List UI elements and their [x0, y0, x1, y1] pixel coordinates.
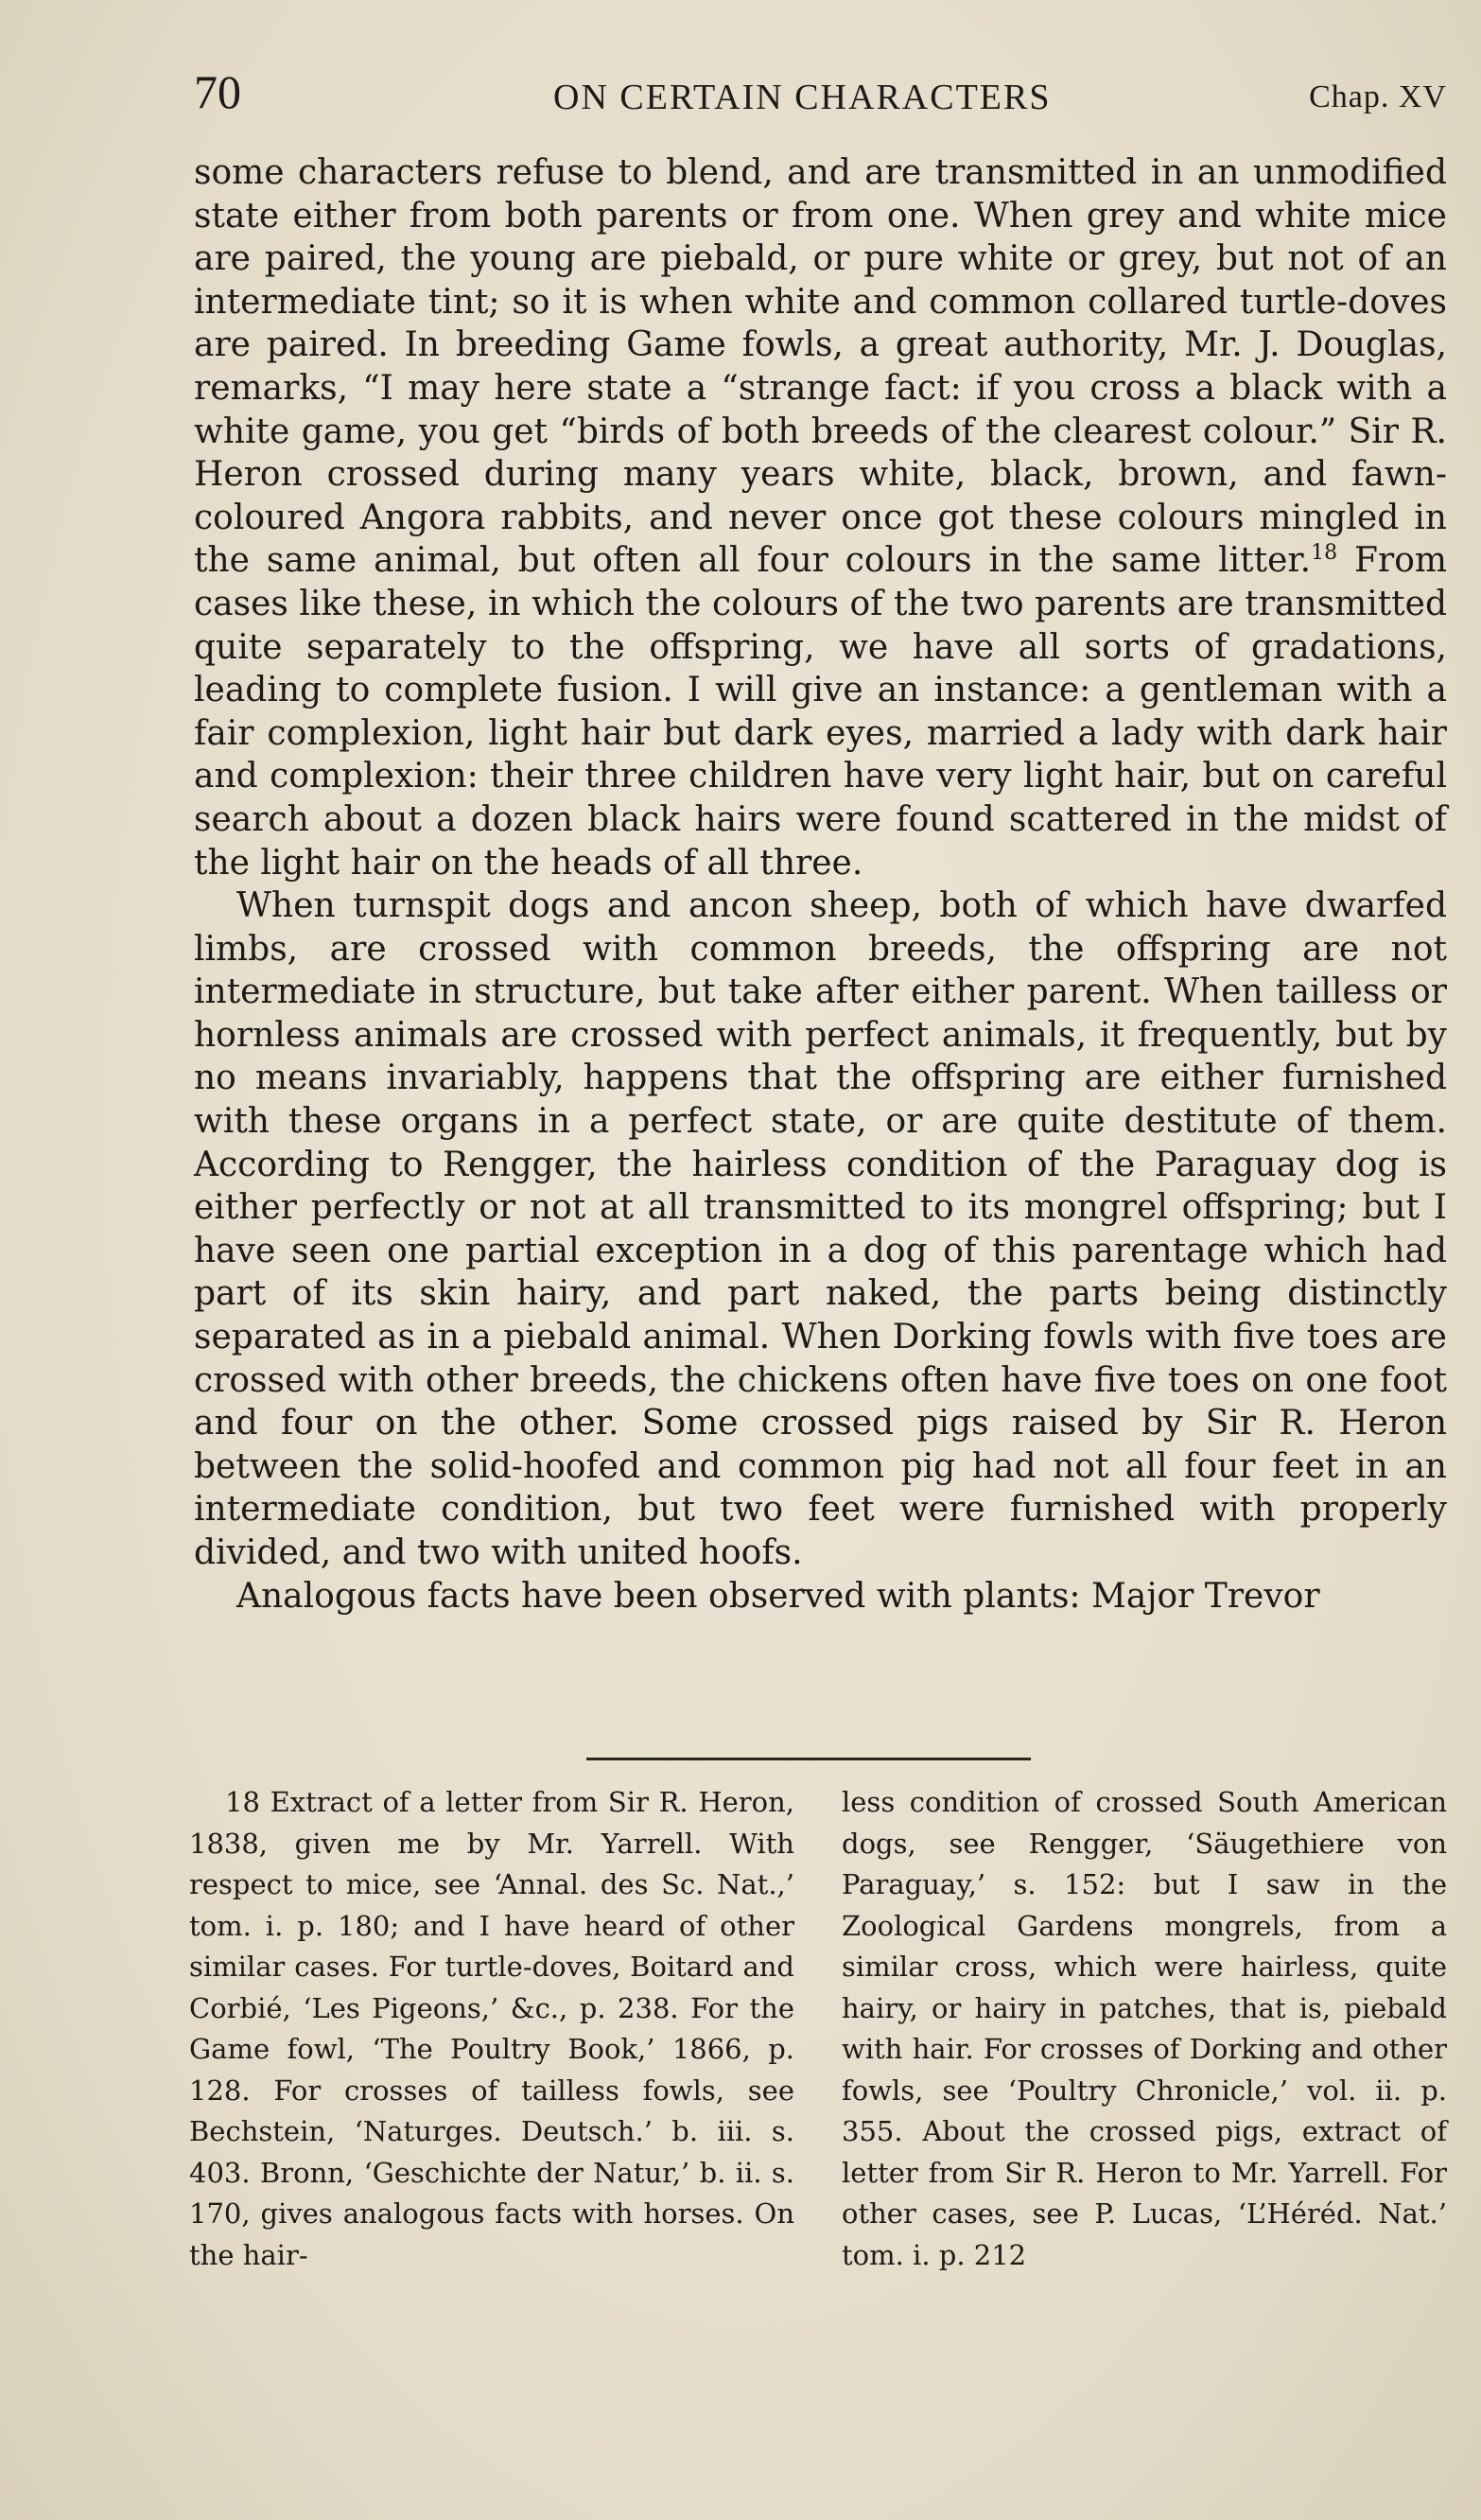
footnote-column-left — [189, 1782, 794, 2276]
paragraph-1 — [194, 151, 1447, 884]
running-head: ON CERTAIN CHARACTERS — [553, 78, 1052, 117]
footnote-text-left: 18 Extract of a letter from Sir R. Heron, 1838, given me by Mr. Yarrell. With respect to mice, see ‘Annal. des Sc. Nat.,’ tom. i. p. 180; and I have heard of other similar cases. For turtle-doves, Boitard and Corbié, ‘Les Pigeons,’ &c., p. 238. For the Game fowl, ‘The Poultry Book,’ 1866, p. 128. For crosses of tailless fowls, see Bechstein, ‘Naturges. Deutsch.’ b. iii. s. 403. Bronn, ‘Geschichte der Natur,’ b. ii. s. 170, gives analogous facts with horses. On the hair- — [189, 1786, 794, 2271]
paragraph-3: Analogous facts have been observed with plants: Major Trevor — [236, 1576, 1320, 1616]
footnote-column-right — [842, 1782, 1447, 2276]
footnote-text-right: less condition of crossed South American dogs, see Rengger, ‘Säugethiere von Paraguay,’ s. 152: but I saw in the Zoological Gardens mongrels, from a similar cross, which were hairless, quite hairy, or hairy in patches, that is, piebald with hair. For crosses of Dorking and other fowls, see ‘Poultry Chronicle,’ vol. ii. p. 355. About the crossed pigs, extract of letter from Sir R. Heron to Mr. Yarrell. For other cases, see P. Lucas, ‘L’Héréd. Nat.’ tom. i. p. 212 — [842, 1786, 1447, 2271]
paragraph-1-part-b: From cases like these, in which the colours of the two parents are transmitted quite separately to the offspring, we have all sorts of gradations, leading to complete fusion. I will give an instance: a gentleman with a fair complexion, light hair but dark eyes, married a lady with dark hair and complexion: their three children have very light hair, but on careful search about a dozen black hairs were found scattered in the midst of the light hair on the heads of all three. — [194, 541, 1447, 883]
main-text — [194, 151, 1447, 1618]
page-number: 70 — [194, 65, 241, 118]
footnote-divider — [586, 1758, 1031, 1760]
paragraph-2: When turnspit dogs and ancon sheep, both of which have dwarfed limbs, are crossed with common breeds, the offspring are not intermediate in structure, but take after either parent. When tailless or hornless animals are crossed with perfect animals, it frequently, but by no means invariably, happens that the offspring are either furnished with these organs in a perfect state, or are quite destitute of them. According to Rengger, the hairless condition of the Paraguay dog is either perfectly or not at all transmitted to its mongrel offspring; but I have seen one partial exception in a dog of this parentage which had part of its skin hairy, and part naked, the parts being distinctly separated as in a piebald animal. When Dorking fowls with five toes are crossed with other breeds, the chickens often have five toes on one foot and four on the other. Some crossed pigs raised by Sir R. Heron between the solid-hoofed and common pig had not all four feet in an intermediate condition, but two feet were furnished with properly divided, and two with united hoofs. — [194, 886, 1447, 1572]
chapter-mark: Chap. XV — [1309, 79, 1447, 114]
footnote-reference: 18 — [1311, 541, 1338, 566]
paragraph-1-part-a: some characters refuse to blend, and are transmitted in an unmodified state either from both parents or from one. When grey and white mice are paired, the young are piebald, or pure white or grey, but not of an intermediate tint; so it is when white and common collared turtle-doves are paired. In breeding Game fowls, a great authority, Mr. J. Douglas, remarks, “I may here state a “strange fact: if you cross a black with a white game, you get “birds of both breeds of the clearest colour.” Sir R. Heron crossed during many years white, black, brown, and fawn-coloured Angora rabbits, and never once got these colours mingled in the same animal, but often all four colours in the same litter. — [194, 153, 1447, 581]
page-header — [194, 59, 1447, 125]
